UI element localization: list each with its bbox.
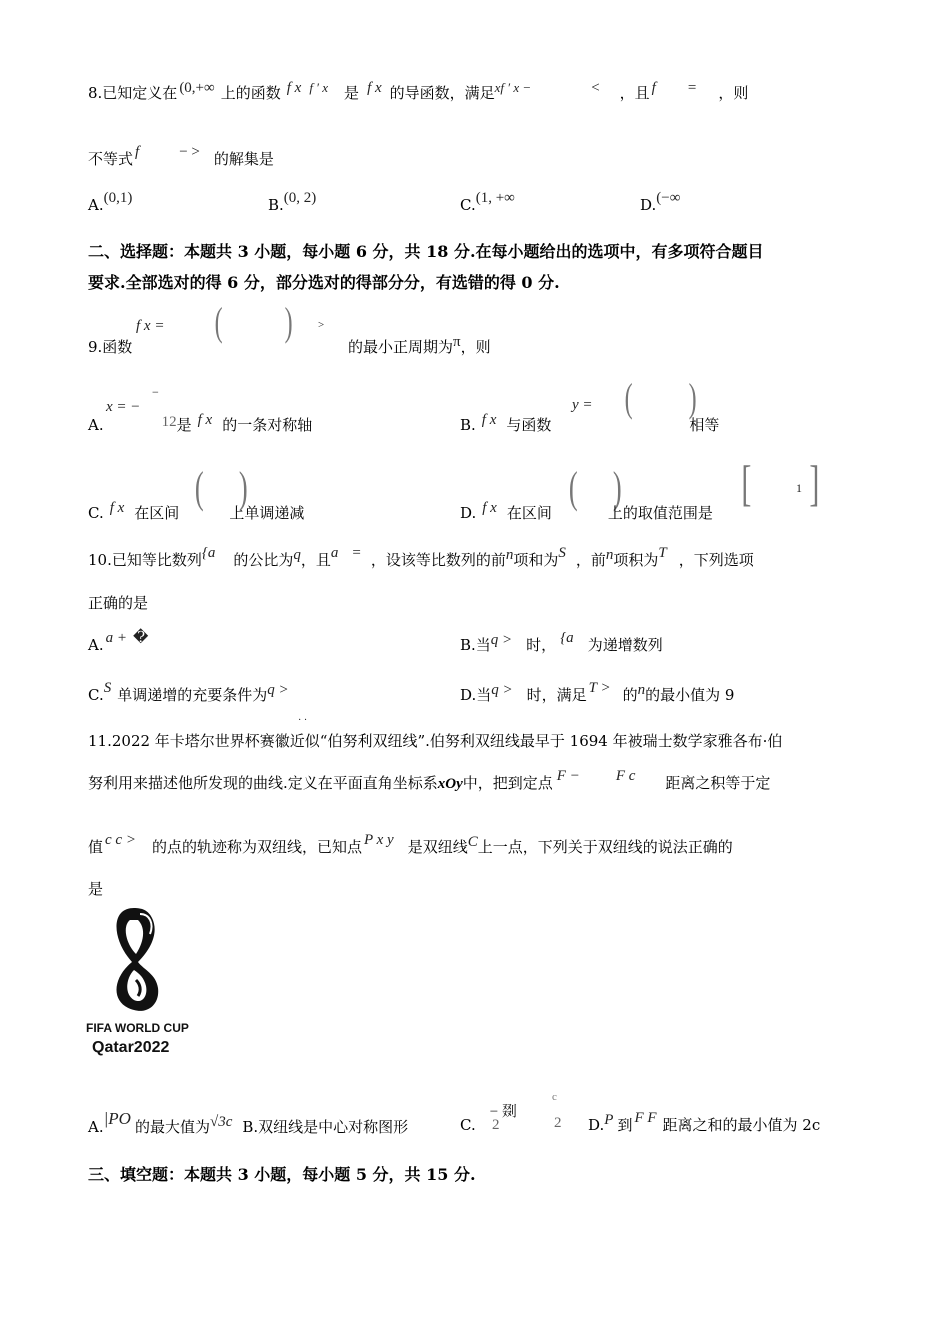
q8-intro: 8.已知定义在 <box>88 84 178 102</box>
q8-option-a-value: (0,1) <box>103 190 133 206</box>
q9-min-period: 的最小正周期为 <box>348 338 454 356</box>
q10-option-b <box>460 630 663 654</box>
q9-fx-eq-text: f x = <box>136 318 165 334</box>
q9-stem-num: 9.函数 <box>88 338 133 356</box>
q10-c-q: q > <box>267 682 289 698</box>
q10-d-tail: 的最小值为 9 <box>645 686 735 704</box>
q11-line2a: 努利用来描述他所发现的曲线.定义在平面直角坐标系 <box>88 774 438 792</box>
q8-domain: (0,+∞ <box>179 80 215 96</box>
q9-b-label: B. <box>460 416 476 434</box>
q9-gt: > <box>318 319 325 331</box>
q10-c-label: C. <box>88 686 104 704</box>
q11-line1: 11.2022 年卡塔尔世界杯赛徽近似“伯努利双纽线”.伯努利双纽线最早于 1694 年被瑞士数学家雅各布·伯 <box>88 732 783 750</box>
q11-line2c: 距离之积等于定 <box>665 774 771 792</box>
q11-c-expr: c c > <box>105 832 136 848</box>
q11-d-F: F F <box>634 1110 657 1126</box>
q9-b-y: y = <box>572 397 593 413</box>
q9-d-fx: f x <box>482 500 497 516</box>
q11-c-num: c <box>552 1091 557 1103</box>
q10-b-q: q > <box>490 632 513 648</box>
q11-option-c <box>460 1104 517 1134</box>
q10-c-S: S <box>103 680 112 696</box>
q8-f: f <box>651 80 656 96</box>
q11-option-a <box>88 1109 409 1136</box>
q9-a-label: A. <box>88 416 104 434</box>
q9-d-one: 1 <box>796 481 802 495</box>
q9-a-expr: x = − <box>106 399 141 415</box>
q9-right-paren: ) <box>284 299 293 344</box>
q9-left-paren: ( <box>214 299 223 344</box>
q8-stem-line <box>88 80 749 102</box>
q10-let: ，设该等比数列的前 <box>370 551 506 569</box>
q8-ineq-rest: − > <box>179 144 200 160</box>
q10-sum: 项和为 <box>513 551 559 569</box>
q8-inequality-line <box>88 144 274 168</box>
q8-option-a <box>88 190 133 214</box>
q9-c-text: 在区间 <box>134 504 180 522</box>
q9-c-fx: f x <box>109 500 125 516</box>
q8-ineq-f: f <box>135 144 140 160</box>
q8-fx2: f x <box>367 80 382 96</box>
q8-option-b-label: B. <box>268 196 284 214</box>
q9-c-tail: 上单调递减 <box>229 504 305 522</box>
q10-ratio: 的公比为 <box>233 551 294 569</box>
q10-b-seq: {a <box>560 630 574 646</box>
q11-emphasis-dots: · · <box>298 715 308 726</box>
q9-b-right-paren: ) <box>688 375 697 420</box>
q11-option-d <box>588 1110 821 1134</box>
q8-option-c-label: C. <box>460 196 476 214</box>
q8-eq: = <box>687 80 697 96</box>
section2-heading-line2: 要求.全部选对的得 6 分，部分选对的得部分分，有选错的得 0 分. <box>88 273 560 292</box>
q10-a-glyph: � <box>132 630 149 646</box>
q10-prod: 项积为 <box>613 551 659 569</box>
q11-P-expr: P x y <box>363 832 394 848</box>
q8-fpx: f ′ x <box>309 80 329 95</box>
q8-ineq-label: 不等式 <box>88 150 134 168</box>
q11-b-text: B.双纽线是中心对称图形 <box>242 1118 409 1136</box>
q11-c-den2: 2 <box>554 1115 562 1131</box>
q11-d-label: D. <box>588 1116 605 1134</box>
q9-a-den: 12 <box>161 414 177 430</box>
q11-a-expr: |PO <box>103 1109 131 1128</box>
q8-option-c <box>460 190 515 214</box>
q10-d-T: T > <box>588 680 611 696</box>
section3-heading: 三、填空题：本题共 3 小题，每小题 5 分，共 15 分. <box>88 1165 476 1184</box>
q11-a-text: 的最大值为 <box>134 1118 210 1136</box>
q10-option-d <box>460 680 735 704</box>
q9-b-tail: 相等 <box>689 416 720 434</box>
q10-d-mid: 的 <box>622 686 638 704</box>
q9-d-left-paren: ( <box>568 463 578 512</box>
q10-line2: 正确的是 <box>88 594 149 612</box>
q10-option-a <box>88 630 149 654</box>
q10-d-when: 时，满足 <box>526 686 587 704</box>
q11-F2: F c <box>615 768 636 784</box>
q9-c-label: C. <box>88 504 104 522</box>
q10-and: ，且 <box>300 551 331 569</box>
q11-line3c: 是双纽线 <box>407 838 468 856</box>
q10-b-tail: 为递增数列 <box>587 636 663 654</box>
q8-on-func: 上的函数 <box>220 84 281 102</box>
q8-deriv: 的导函数，满足 <box>389 84 495 102</box>
q9-b-text: 与函数 <box>506 416 552 434</box>
q10-d-label: D.当 <box>460 686 492 704</box>
q10-eq: = <box>352 545 361 561</box>
q11-F1: F − <box>556 768 580 784</box>
q11-d-to: 到 <box>617 1116 633 1134</box>
q10-d-q: q > <box>491 682 513 698</box>
q9-b-fx: f x <box>481 412 497 428</box>
q9-option-c <box>88 500 305 522</box>
q9-b-left-paren: ( <box>624 375 633 420</box>
q8-fx: f x <box>286 80 302 96</box>
q9-d-tail: 上的取值范围是 <box>607 504 713 522</box>
q11-line3a: 值 <box>88 838 104 856</box>
q9-c-right-paren: ) <box>238 463 248 512</box>
q9-c-left-paren: ( <box>194 463 204 512</box>
q8-is: 是 <box>344 84 360 102</box>
q11-xoy: xOy <box>437 776 463 792</box>
q11-c-label: C. <box>460 1116 476 1134</box>
q9-option-b <box>460 412 720 434</box>
q9-a-tail: 的一条对称轴 <box>222 416 313 434</box>
logo-line1: FIFA WORLD CUP <box>86 1021 189 1035</box>
q11-C: C <box>467 834 478 850</box>
q9-pi: π <box>453 334 461 350</box>
q8-option-a-label: A. <box>88 196 104 214</box>
q8-solution-set: 的解集是 <box>213 150 274 168</box>
q8-option-d-value: (−∞ <box>656 190 681 206</box>
q11-c-expr: − 剟 <box>489 1104 517 1120</box>
q8-option-b <box>268 190 317 214</box>
q11-c-den1: 2 <box>492 1117 500 1133</box>
q8-and: ，且 <box>619 84 650 102</box>
q10-stem: 10.已知等比数列 <box>88 551 202 569</box>
q10-n1: n <box>505 547 514 563</box>
q11-line2 <box>88 768 771 792</box>
q9-d-label: D. <box>460 504 477 522</box>
q8-lt: < <box>591 80 600 96</box>
q8-then: ，则 <box>718 84 749 102</box>
q10-S: S <box>558 545 566 561</box>
section2-heading-line1: 二、选择题：本题共 3 小题，每小题 6 分，共 18 分.在每小题给出的选项中，有多项符合题目 <box>88 242 764 261</box>
q11-line3d: 上一点，下列关于双纽线的说法正确的 <box>477 838 733 856</box>
q11-line3 <box>88 832 733 856</box>
q8-cond: xf ′ x − <box>494 80 532 95</box>
q9-d-text: 在区间 <box>506 504 552 522</box>
q10-front: ，前 <box>575 551 606 569</box>
q10-a1: a <box>330 545 339 561</box>
q9-a-text: 是 <box>176 416 192 434</box>
q11-line3b: 的点的轨迹称为双纽线，已知点 <box>151 838 362 856</box>
q11-line4: 是 <box>88 880 104 898</box>
q9-then: ，则 <box>460 338 491 356</box>
q10-b-label: B.当 <box>460 636 491 654</box>
q9-a-frac-bar: − <box>152 385 159 399</box>
q10-d-n: n <box>637 682 646 698</box>
q9-d-right-bracket: ] <box>809 455 820 511</box>
q10-a-label: A. <box>88 636 104 654</box>
q8-option-c-value: (1, +∞ <box>475 190 515 206</box>
q10-an: {a <box>201 545 216 561</box>
q9-d-left-bracket: [ <box>741 455 752 511</box>
q9-option-d <box>460 500 713 522</box>
q10-n2: n <box>605 547 614 563</box>
q11-d-P: P <box>604 1112 614 1128</box>
q10-T: T <box>658 545 667 561</box>
q10-a-expr: a + <box>105 630 127 646</box>
q9-fx-eq <box>136 318 164 334</box>
fifa-world-cup-logo <box>82 900 222 1070</box>
q9-period-line <box>348 334 491 356</box>
q8-option-d <box>640 190 681 214</box>
q10-option-c <box>88 680 289 704</box>
q9-option-a <box>88 412 313 434</box>
q10-choose: ，下列选项 <box>678 551 754 569</box>
logo-line2: Qatar2022 <box>92 1039 170 1056</box>
q9-d-right-paren: ) <box>612 463 622 512</box>
q11-a-label: A. <box>88 1118 104 1136</box>
q11-line2b: 中，把到定点 <box>462 774 553 792</box>
q10-q: q <box>293 547 301 563</box>
q10-c-text: 单调递增的充要条件为 <box>117 686 268 704</box>
q11-d-tail: 距离之和的最小值为 2c <box>662 1116 821 1134</box>
q10-stem-line <box>88 545 754 569</box>
fifa-emblem-graphic <box>82 900 222 1070</box>
q8-option-d-label: D. <box>640 196 657 214</box>
q8-option-b-value: (0, 2) <box>283 190 317 206</box>
q10-b-when: 时， <box>526 636 557 654</box>
q11-a-val: √3c <box>209 1114 233 1130</box>
q9-a-fx: f x <box>197 412 213 428</box>
